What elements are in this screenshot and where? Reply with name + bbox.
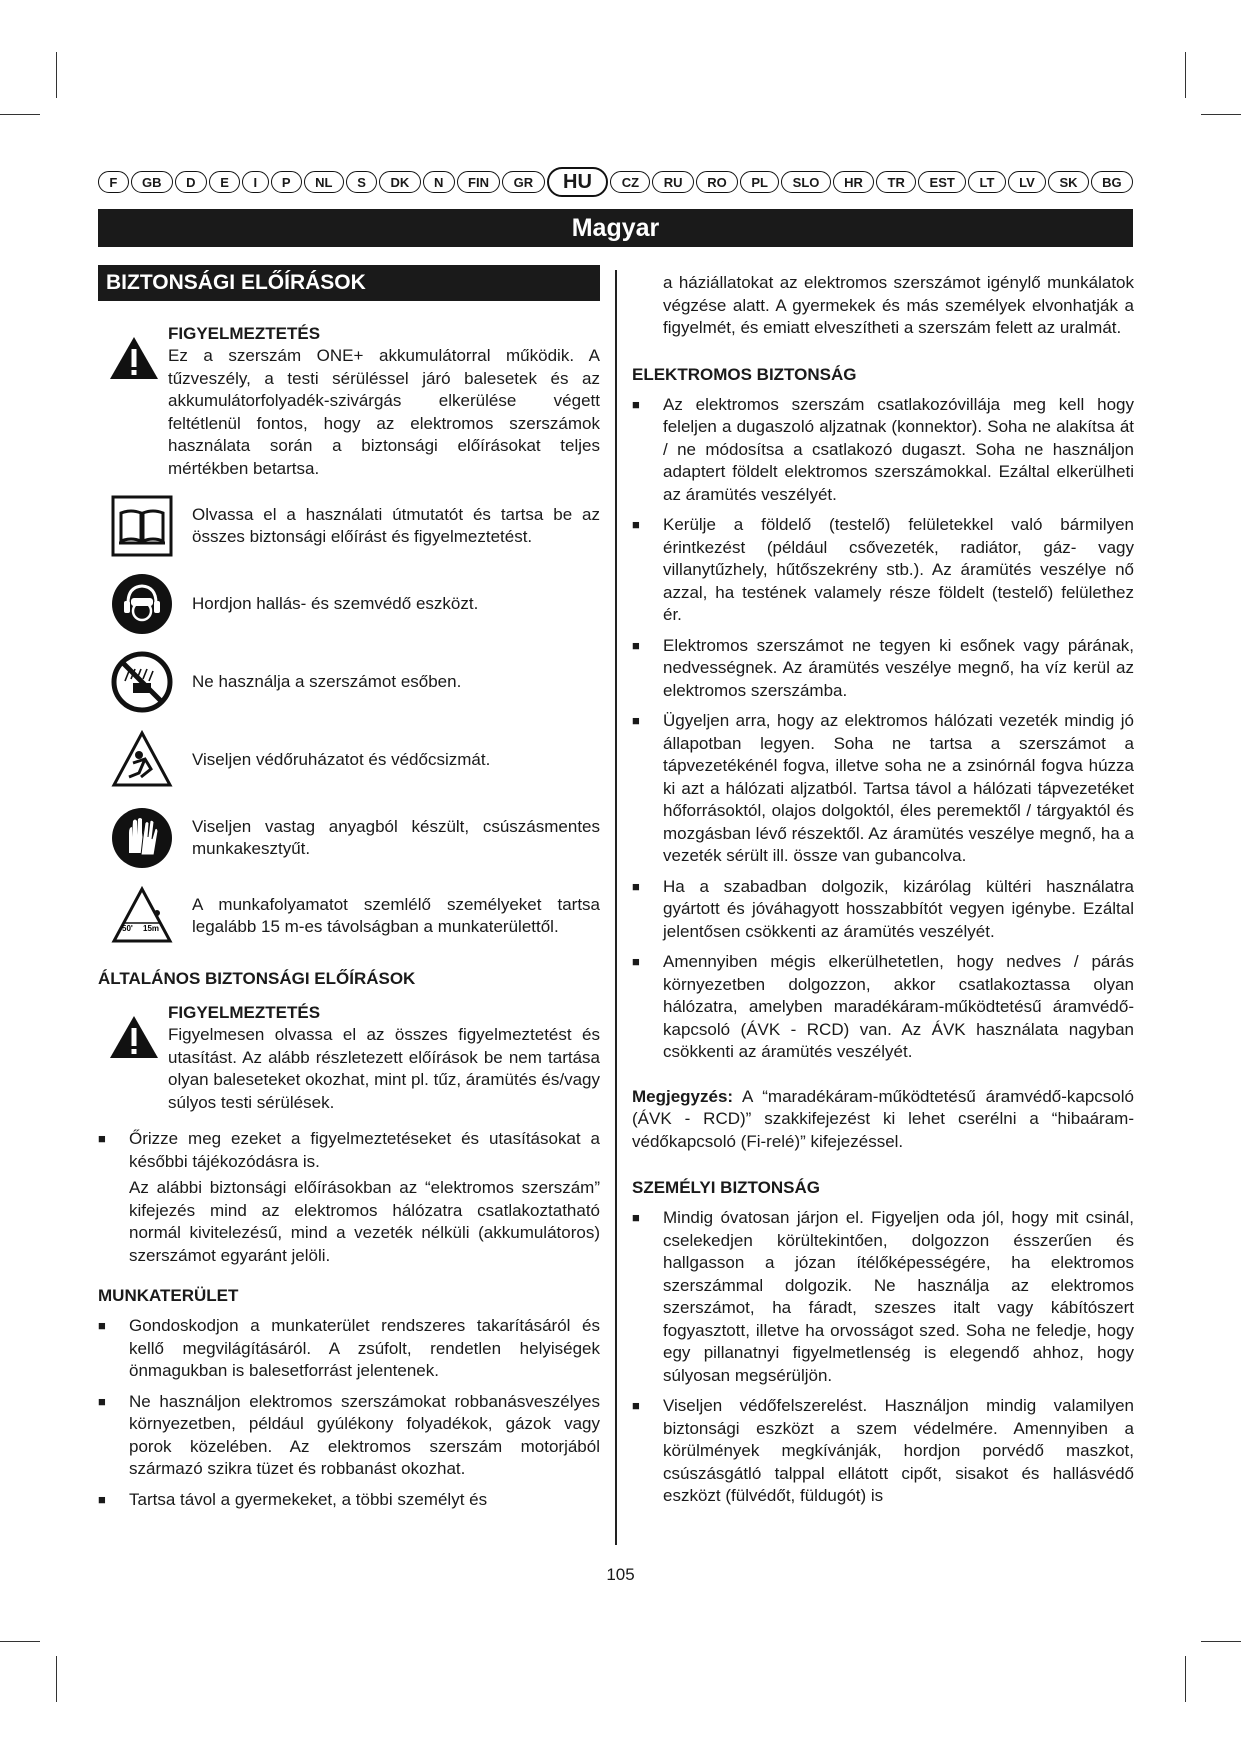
symbol-text: A munkafolyamatot szemlélő személyeket tartsa legalább 15 m-es távolságban a munkaterülettől.	[192, 894, 600, 936]
list-item: ■ Kerülje a földelő (testelő) felületekkel való bármilyen érintkezést (például csővezeték, radiátor, gáz- vagy villanytűzhely, hűtőszekrény stb.). Az áramütés veszélye nő azzal, ha testének valamely része földelt (testelő) felülethez ér.	[632, 514, 1134, 627]
crop-mark	[1201, 1641, 1241, 1642]
electric-safety-heading: ELEKTROMOS BIZTONSÁG	[632, 364, 857, 384]
warning-block-2	[98, 1002, 600, 1114]
language-chip-tr: TR	[876, 171, 916, 193]
gloves-icon	[111, 807, 173, 869]
language-chip-dk: DK	[379, 171, 420, 193]
general-safety-heading: ÁLTALÁNOS BIZTONSÁGI ELŐÍRÁSOK	[98, 969, 416, 988]
warning-title: FIGYELMEZTETÉS	[168, 1003, 321, 1022]
list-item: ■ Ügyeljen arra, hogy az elektromos hálózati vezeték mindig jó állapotban legyen. Soha ne tartsa a szerszámot a tápvezetékénél fogva, illetve soha ne a zsinórnál fogva húzza ki azt a hálózati aljzatból. Tartsa távol a hálózati tápvezetéket hőforrásoktól, olajos dolgoktól, éles peremektől / tárgyaktól és mozgásban lévő részektől. Az áramütés veszélye megnő, ha a vezeték sérült ill. össze van gubancolva.	[632, 710, 1134, 868]
language-chip-gr: GR	[502, 171, 544, 193]
manual-book-icon	[111, 495, 173, 557]
symbol-row-ear-eye	[98, 572, 600, 636]
list-item: ■ Viseljen védőfelszerelést. Használjon mindig valamilyen biztonsági eszközt a szem védelmére. Amennyiben a körülmények megkívánják, hordjon porvédő maszkot, csúszásgátló talppal ellátott cipőt, sisakot és hallásvédő eszközt (fülvédőt, füldugót) is	[632, 1395, 1134, 1508]
electric-safety-list	[632, 394, 1134, 1064]
warning-block-1	[98, 323, 600, 480]
note-paragraph	[632, 1086, 1134, 1154]
list-item: ■ Az elektromos szerszám csatlakozóvillája meg kell hogy feleljen a dugaszoló aljzatnak (konnektor). Soha ne alakítsa át / ne módosítsa a csatlakozó dugaszt. Soha ne használjon adaptert földelt elektromos szerszámokkal. Ezáltal elkerülheti az áramütés veszélyét.	[632, 394, 1134, 507]
continued-paragraph: a háziállatokat az elektromos szerszámot igénylő munkálatok végzése alatt. A gyermekek és más személyek elvonhatják a figyelmét, és emiatt elveszítheti a szerszám felett az uralmát.	[663, 273, 1134, 337]
language-chip-nl: NL	[304, 171, 344, 193]
list-item: ■ Gondoskodjon a munkaterület rendszeres takarításáról és kellő megvilágításáról. A zsúfolt, rendetlen helyiségek önmagukban is balesetforrást jelentenek.	[98, 1315, 600, 1383]
list-item: ■ Őrizze meg ezeket a figyelmeztetéseket és utasításokat a későbbi tájékozódásra is.	[98, 1128, 600, 1173]
language-chip-f: F	[98, 171, 129, 193]
crop-mark	[0, 114, 40, 115]
language-chip-est: EST	[918, 171, 966, 193]
language-chip-cz: CZ	[610, 171, 650, 193]
language-chip-ru: RU	[652, 171, 693, 193]
symbol-text: Olvassa el a használati útmutatót és tartsa be az összes biztonsági előírást és figyelmeztetést.	[192, 504, 600, 546]
symbol-row-manual	[98, 494, 600, 558]
language-chip-e: E	[209, 171, 240, 193]
left-column	[98, 265, 600, 1535]
personal-safety-heading: SZEMÉLYI BIZTONSÁG	[632, 1178, 820, 1197]
personal-safety-list	[632, 1207, 1134, 1508]
crop-mark	[56, 1656, 57, 1702]
language-chip-hr: HR	[833, 171, 874, 193]
symbol-row-distance	[98, 884, 600, 948]
crop-mark	[1201, 114, 1241, 115]
language-selector	[98, 167, 1133, 197]
language-chip-pl: PL	[740, 171, 779, 193]
safety-section-heading: BIZTONSÁGI ELŐÍRÁSOK	[98, 265, 600, 301]
list-item: ■ Ha a szabadban dolgozik, kizárólag kültéri használatra gyártott és jóváhagyott hosszabbítót vegyen igénybe. Ezáltal jelentősen csökkenti az áramütés veszélyét.	[632, 876, 1134, 944]
page-number: 105	[606, 1565, 635, 1584]
distance-15m-icon	[111, 885, 173, 947]
warning-triangle-icon	[108, 1014, 160, 1060]
language-chip-fin: FIN	[457, 171, 501, 193]
crop-mark	[1185, 52, 1186, 98]
language-chip-hu: HU	[547, 167, 609, 197]
language-chip-i: I	[242, 171, 268, 193]
protective-clothing-icon	[111, 729, 173, 791]
language-chip-ro: RO	[696, 171, 738, 193]
distance-label-meters: 15m	[143, 924, 160, 933]
language-chip-s: S	[346, 171, 377, 193]
warning-title: FIGYELMEZTETÉS	[168, 324, 321, 343]
symbol-row-rain	[98, 650, 600, 714]
right-column	[632, 272, 1134, 1542]
language-chip-lt: LT	[968, 171, 1006, 193]
list-item: ■ Tartsa távol a gyermekeket, a többi személyt és	[98, 1489, 600, 1512]
list-item: ■ Mindig óvatosan járjon el. Figyeljen oda jól, hogy mit csinál, cselekedjen körültekintően, dolgozzon ésszerűen és hallgasson a józan ítélőképességére, ha elektromos szerszámmal dolgozik. Ne használja az elektromos szerszámot, ha fáradt, szeszes italt vagy kábítószert fogyasztott, illetve ha orvosságot szed. Soha ne feledje, hogy egy pillanatnyi figyelmetlenség is elegendő ahhoz, hogy súlyosan megsérüljön.	[632, 1207, 1134, 1387]
ear-eye-protection-icon	[111, 573, 173, 635]
crop-mark	[1185, 1656, 1186, 1702]
symbol-row-gloves	[98, 806, 600, 870]
paragraph: Az alábbi biztonsági előírásokban az “elektromos szerszám” kifejezés mind az elektromos hálózatra csatlakoztatható normál kivitelezésű, mind a vezeték nélküli (akkumulátoros) szerszámot egyaránt jelöli.	[129, 1178, 600, 1265]
warning-text: Ez a szerszám ONE+ akkumulátorral működik. A tűzveszély, a testi sérüléssel járó balesetek és az akkumulátorfolyadék-szivárgás elkerülése végett feltétlenül fontos, hogy az elektromos szerszámok használata során a biztonsági előírásokat teljes mértékben betartsa.	[168, 346, 600, 478]
language-chip-n: N	[423, 171, 455, 193]
symbol-row-clothing	[98, 728, 600, 792]
symbol-text: Viseljen vastag anyagból készült, csúszásmentes munkakesztyűt.	[192, 816, 600, 858]
no-rain-icon	[111, 651, 173, 713]
warning-triangle-icon	[108, 335, 160, 381]
list-item: ■ Elektromos szerszámot ne tegyen ki esőnek vagy párának, nedvességnek. Az áramütés veszélye megnő, ha víz kerül az elektromos szerszámba.	[632, 635, 1134, 703]
note-label: Megjegyzés:	[632, 1086, 734, 1106]
column-divider	[615, 270, 617, 1545]
crop-mark	[0, 1641, 40, 1642]
language-chip-sk: SK	[1048, 171, 1089, 193]
language-chip-slo: SLO	[781, 171, 830, 193]
crop-mark	[56, 52, 57, 98]
symbol-text: Viseljen védőruházatot és védőcsizmát.	[192, 749, 491, 769]
work-area-list	[98, 1315, 600, 1511]
language-title-bar: Magyar	[98, 209, 1133, 247]
language-chip-bg: BG	[1091, 171, 1133, 193]
language-chip-d: D	[175, 171, 207, 193]
list-item: ■ Ne használjon elektromos szerszámokat robbanásveszélyes környezetben, például gyúlékony folyadékok, gázok vagy porok közelében. Az elektromos szerszám motorjából származó szikra tüzet és robbanást okozhat.	[98, 1391, 600, 1481]
safety-symbol-list	[98, 494, 600, 948]
symbol-text: Ne használja a szerszámot esőben.	[192, 671, 462, 691]
note-text: A “maradékáram-működtetésű áramvédő-kapcsoló (ÁVK - RCD)” szakkifejezést ki lehet cserélni a “hibaáram-védőkapcsoló (Fi-relé)” kifejezéssel.	[632, 1086, 1134, 1151]
warning-text: Figyelmesen olvassa el az összes figyelmeztetést és utasítást. Az alább részletezett előírások be nem tartása olyan baleseteket okozhat, mint pl. tűz, áramütés és/vagy súlyos testi sérülések.	[168, 1025, 600, 1112]
list-item: ■ Amennyiben mégis elkerülhetetlen, hogy nedves / párás környezetben dolgozzon, akkor csatlakoztassa olyan hálózatra, amelyben maradékáram-működtetésű áramvédő-kapcsoló (ÁVK - RCD) van. Az ÁVK használata nagyban csökkenti az áramütés veszélyét.	[632, 951, 1134, 1064]
language-chip-gb: GB	[131, 171, 173, 193]
distance-label-feet: 50'	[122, 924, 133, 933]
language-chip-p: P	[271, 171, 302, 193]
symbol-text: Hordjon hallás- és szemvédő eszközt.	[192, 593, 479, 613]
work-area-heading: MUNKATERÜLET	[98, 1286, 239, 1305]
language-chip-lv: LV	[1008, 171, 1046, 193]
